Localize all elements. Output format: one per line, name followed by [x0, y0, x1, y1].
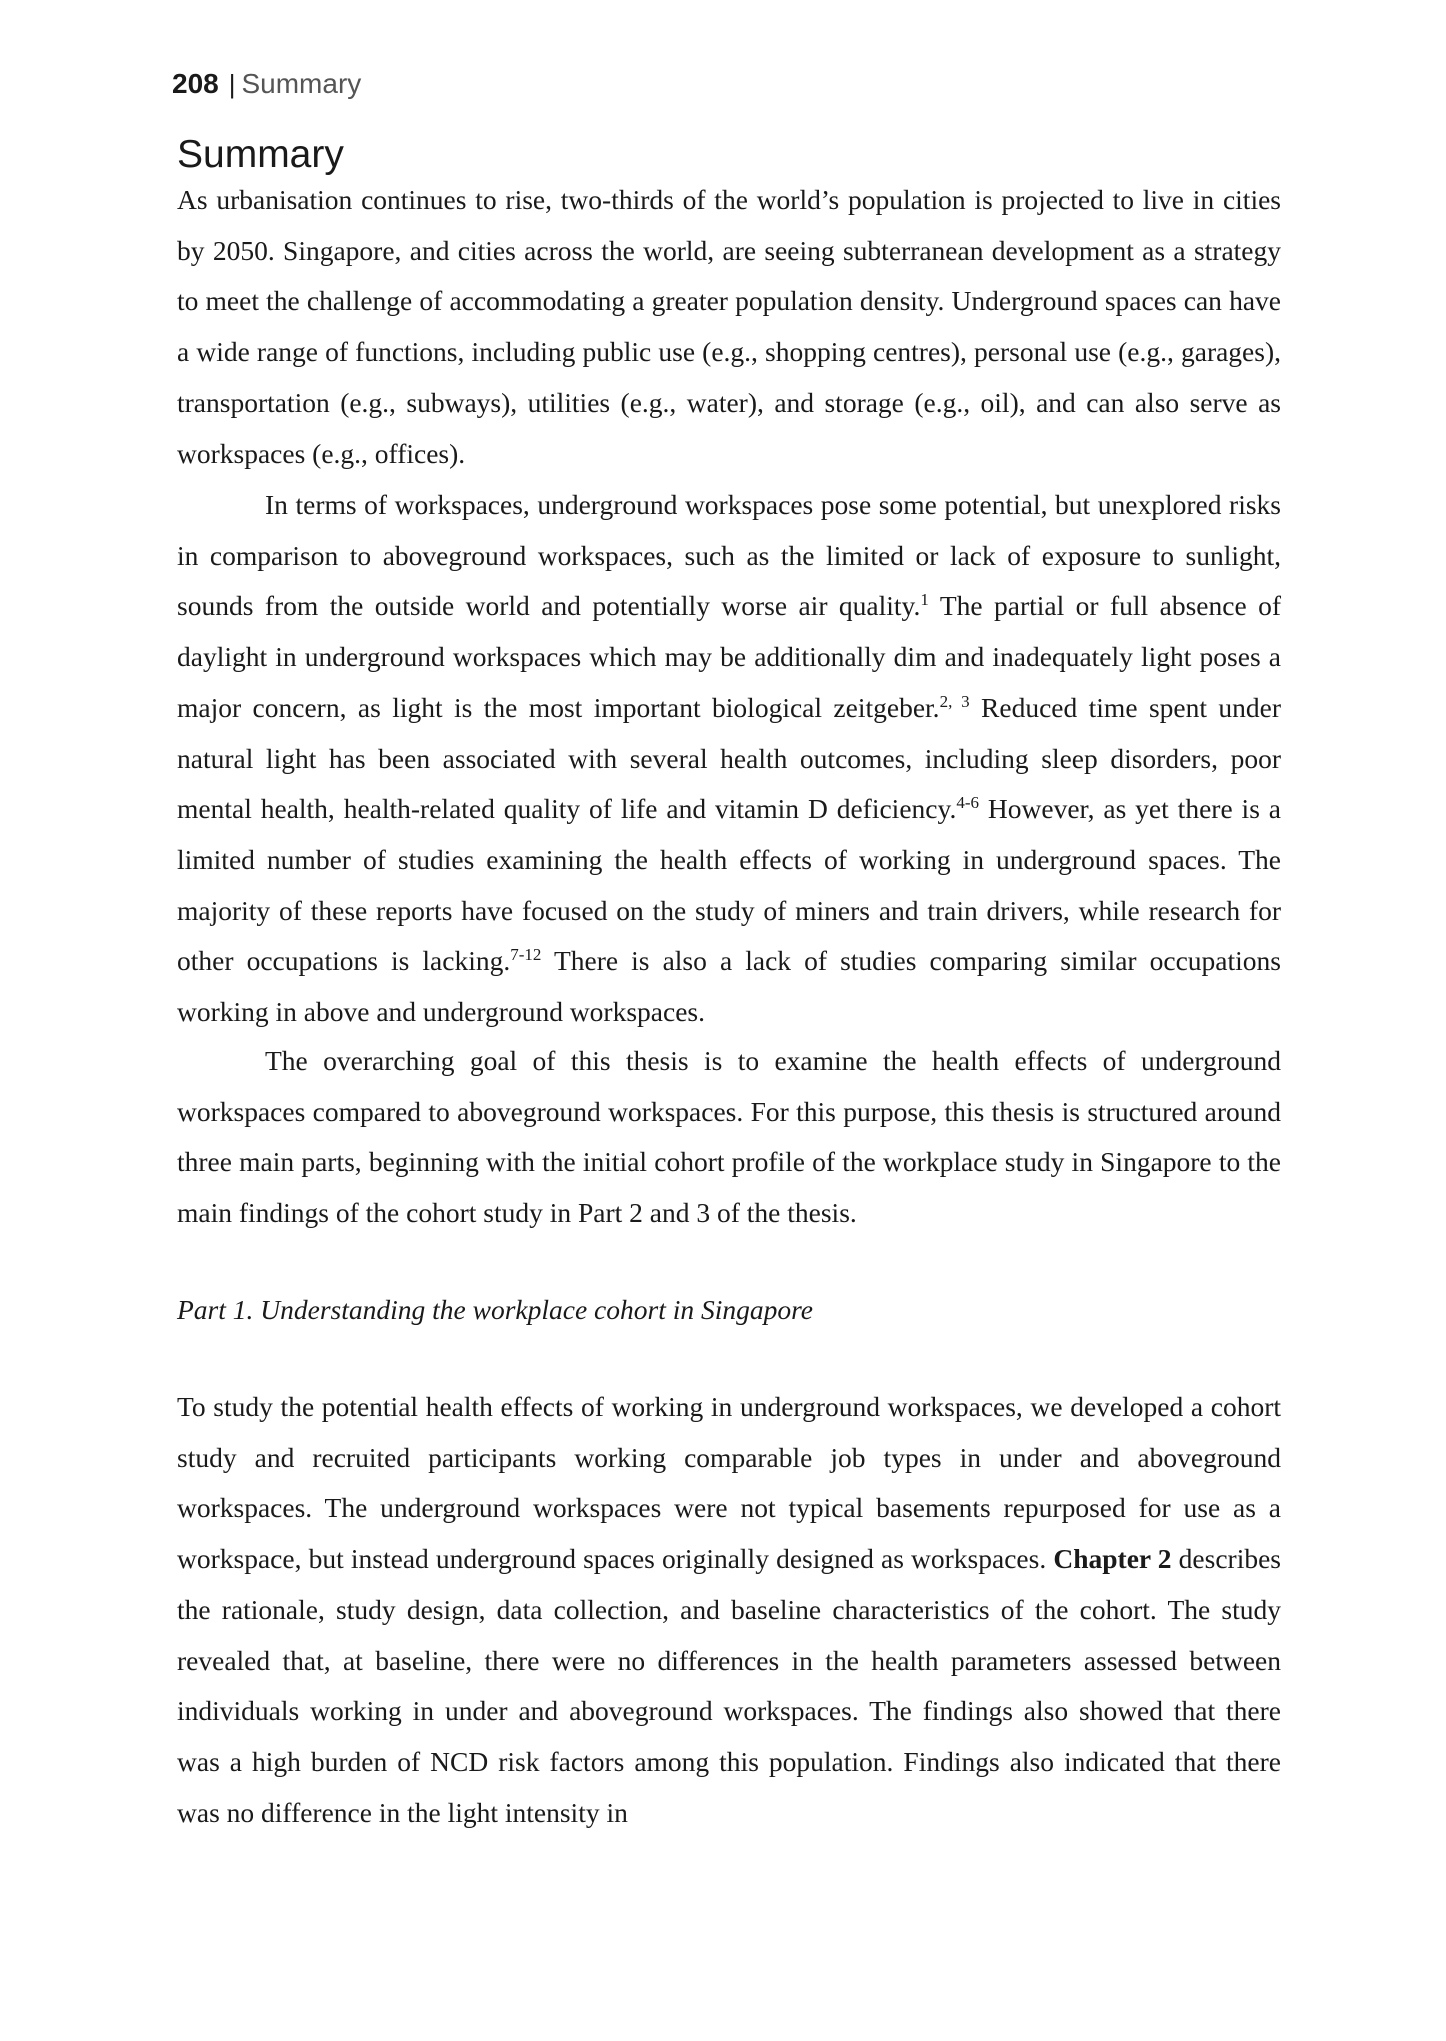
- text-run: However, as yet there is a limited number of studies examining the health effects of working in underground spaces. The majority of these reports have focused on the study of miners and train drivers, while research for other occupations is lacking.: [177, 793, 1282, 977]
- text-run: As urbanisation continues to rise, two-thirds of the world’s population is projected to live in cities by 2050. Singapore, and cities across the world, are seeing subterranean development as a strategy to meet the challenge of accommodating a greater population density. Underground spaces can have a wide range of functions, including public use (e.g., shopping centres), personal use (e.g., garages), transportation (e.g., subways), utilities (e.g., water), and storage (e.g., oil), and can also serve as workspaces (e.g., offices).: [177, 184, 1281, 469]
- text-run: Reduced time spent under natural light has been associated with several health outcomes, including sleep disorders, poor mental health, health-related quality of life and vitamin D deficiency.: [177, 691, 1282, 825]
- citation-reference: 2, 3: [939, 691, 970, 711]
- text-run: describes the rationale, study design, data collection, and baseline characteristics of the cohort. The study revealed that, at baseline, there were no differences in the health parameters assessed between individuals working in under and aboveground workspaces. The findings also showed that there was a high burden of NCD risk factors among this population. Findings also indicated that there was no difference in the light intensity in: [177, 1543, 1281, 1828]
- chapter-reference: Chapter 2: [1053, 1543, 1172, 1575]
- text-run: The overarching goal of this thesis is to examine the health effects of underground workspaces compared to aboveground workspaces. For this purpose, this thesis is structured around three main parts, beginning with the initial cohort profile of the workplace study in Singapore to the main findings of the cohort study in Part 2 and 3 of the thesis.: [177, 1045, 1281, 1229]
- running-section-title: Summary: [241, 68, 362, 99]
- text-run: To study the potential health effects of working in underground workspaces, we developed a cohort study and recruited participants working comparable job types in under and aboveground workspaces. The underground workspaces were not typical basements repurposed for use as a workspace, but instead underground spaces originally designed as workspaces.: [177, 1391, 1281, 1575]
- page-number: 208: [172, 68, 219, 99]
- header-separator: |: [228, 69, 236, 99]
- text-run: There is also a lack of studies comparing similar occupations working in above and underground workspaces.: [177, 945, 1281, 1028]
- citation-reference: 1: [920, 590, 929, 610]
- part-heading: Part 1. Understanding the workplace cohort in Singapore: [177, 1294, 814, 1325]
- paragraph-3: [177, 1036, 1281, 1239]
- paragraph-2: [177, 480, 1281, 1038]
- text-run: In terms of workspaces, underground workspaces pose some potential, but unexplored risks in comparison to aboveground workspaces, such as the limited or lack of exposure to sunlight, sounds from the outside world and potentially worse air quality.: [177, 489, 1281, 622]
- citation-reference: 7-12: [510, 945, 542, 965]
- citation-reference: 4-6: [956, 793, 979, 813]
- section-heading: Summary: [177, 133, 344, 176]
- paragraph-1: [177, 175, 1281, 479]
- paragraph-4: [177, 1382, 1281, 1838]
- running-header: [172, 66, 361, 102]
- text-run: The partial or full absence of daylight in underground workspaces which may be additionally dim and inadequately light poses a major concern, as light is the most important biological zeitgeber.: [177, 590, 1281, 723]
